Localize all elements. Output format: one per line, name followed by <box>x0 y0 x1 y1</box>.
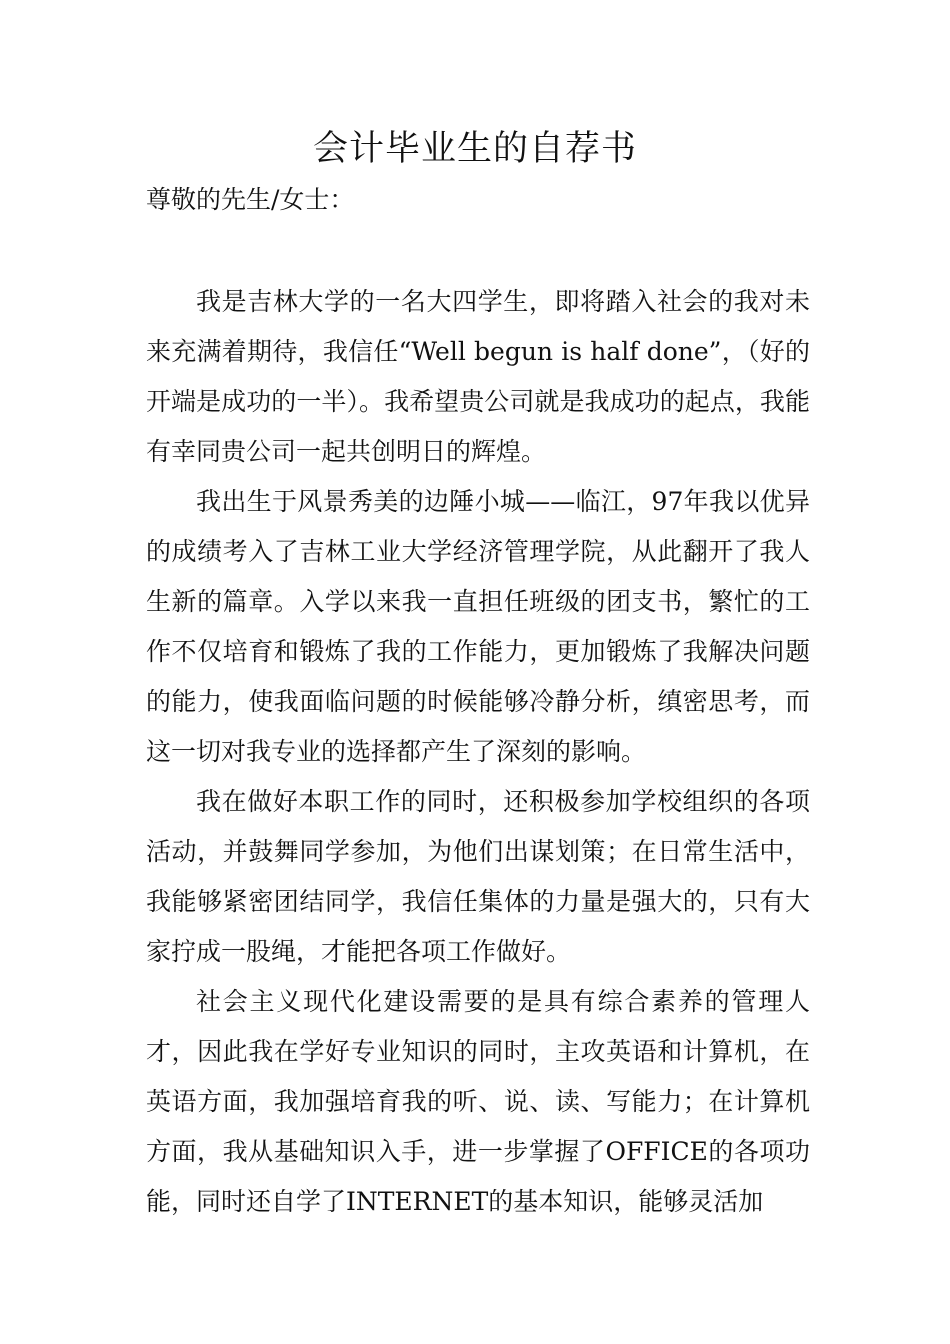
document-title: 会计毕业生的自荐书 <box>312 129 637 169</box>
paragraph: 社会主义现代化建设需要的是具有综合素养的管理人才，因此我在学好专业知识的同时，主攻英语和计算机，在英语方面，我加强培育我的听、说、读、写能力；在计算机方面，我从基础知识入手，进一步掌握了OFFICE的各项功能，同时还自学了INTERNET的基本知识，能够灵活加 <box>146 987 810 1216</box>
paragraph: 我出生于风景秀美的边陲小城——临江，97年我以优异的成绩考入了吉林工业大学经济管理学院，从此翻开了我人生新的篇章。入学以来我一直担任班级的团支书，繁忙的工作不仅培育和锻炼了我的工作能力，更加锻炼了我解决问题的能力，使我面临问题的时候能够冷静分析，缜密思考，而这一切对我专业的选择都产生了深刻的影响。 <box>146 487 810 766</box>
paragraph: 我在做好本职工作的同时，还积极参加学校组织的各项活动，并鼓舞同学参加，为他们出谋划策；在日常生活中，我能够紧密团结同学，我信任集体的力量是强大的，只有大家拧成一股绳，才能把各项工作做好。 <box>146 787 810 966</box>
letter-body <box>146 277 810 1227</box>
salutation: 尊敬的先生/女士： <box>146 185 355 214</box>
paragraph: 我是吉林大学的一名大四学生，即将踏入社会的我对未来充满着期待，我信任“Well begun is half done”，（好的开端是成功的一半）。我希望贵公司就是我成功的起点，我能有幸同贵公司一起共创明日的辉煌。 <box>146 287 810 466</box>
